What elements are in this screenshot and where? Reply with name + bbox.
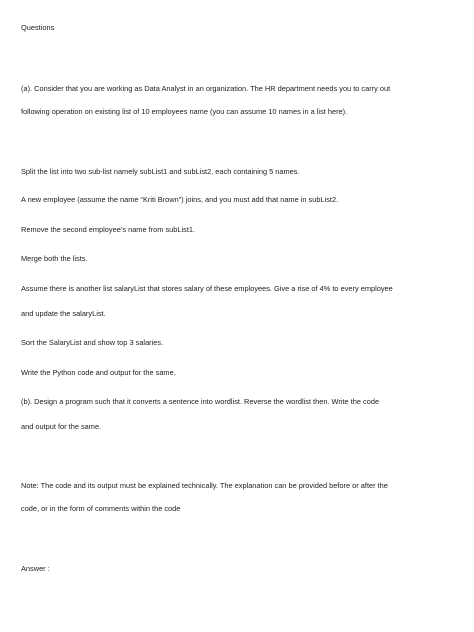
part-b-line-2: and output for the same. [21, 422, 102, 431]
note-line-1: Note: The code and its output must be explained technically. The explanation can be provided before or after the [21, 481, 388, 490]
task-split-list: Split the list into two sub-list namely subList1 and subList2, each containing 5 names. [21, 167, 300, 176]
part-b-line-1: (b). Design a program such that it converts a sentence into wordlist. Reverse the wordlist then. Write the code [21, 397, 380, 406]
task-salary-raise-line-1: Assume there is another list salaryList that stores salary of these employees. Give a rise of 4% to every employee [21, 284, 393, 293]
task-add-employee: A new employee (assume the name “Kriti Brown”) joins, and you must add that name in subList2. [21, 195, 339, 204]
task-salary-raise-line-2: and update the salaryList. [21, 309, 106, 318]
answer-label: Answer : [21, 564, 50, 573]
task-remove-employee: Remove the second employee’s name from subList1. [21, 225, 196, 234]
note-line-2: code, or in the form of comments within the code [21, 504, 181, 513]
task-write-code: Write the Python code and output for the same. [21, 368, 176, 377]
part-a-intro-line-2: following operation on existing list of 10 employees name (you can assume 10 names in a list here). [21, 107, 348, 116]
part-a-intro-line-1: (a). Consider that you are working as Data Analyst in an organization. The HR department needs you to carry out [21, 84, 391, 93]
task-sort-salaries: Sort the SalaryList and show top 3 salaries. [21, 338, 164, 347]
task-merge-lists: Merge both the lists. [21, 254, 88, 263]
questions-heading: Questions [21, 23, 55, 32]
